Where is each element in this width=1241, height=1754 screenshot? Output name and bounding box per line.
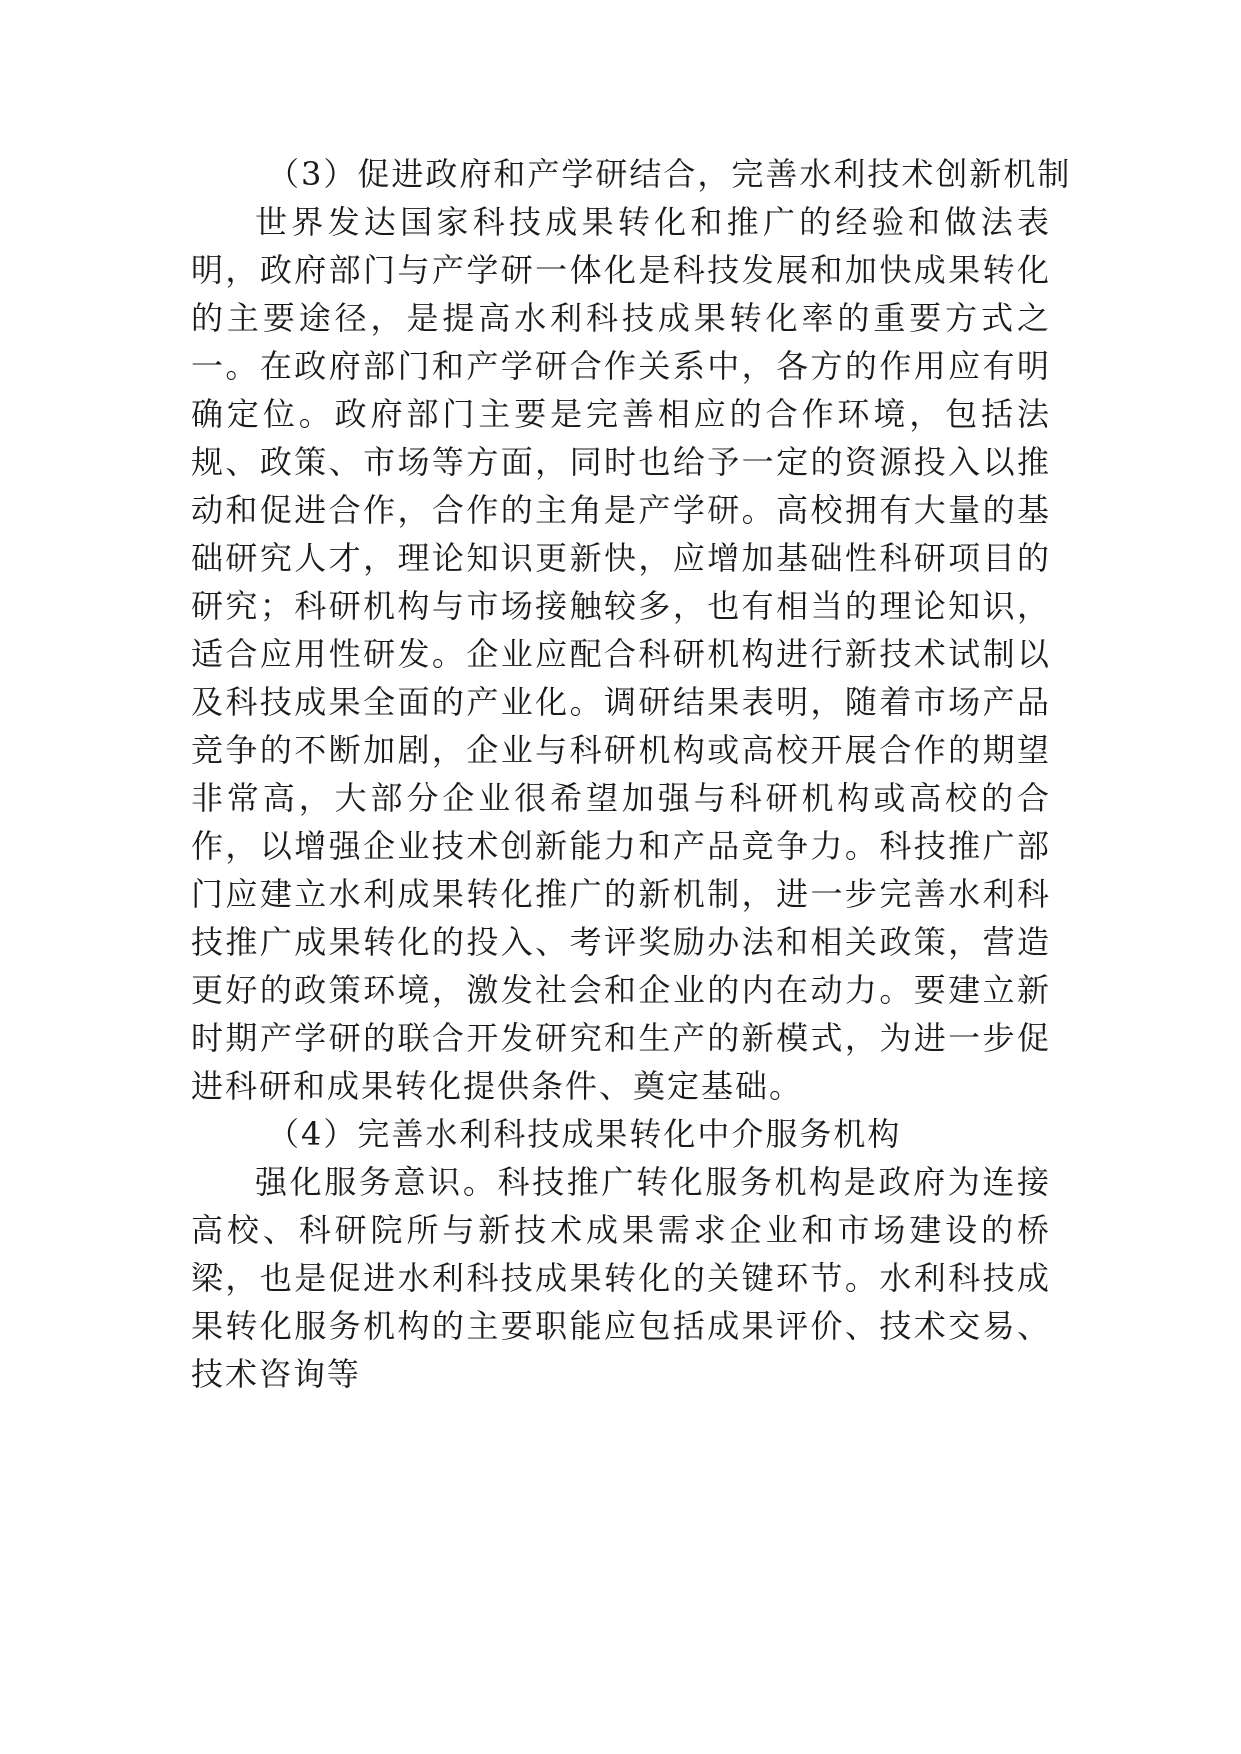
document-body [191, 150, 1072, 1398]
section-paragraph-4: 强化服务意识。科技推广转化服务机构是政府为连接高校、科研院所与新技术成果需求企业和市场建设的桥梁，也是促进水利科技成果转化的关键环节。水利科技成果转化服务机构的主要职能应包括成果评价、技术交易、技术咨询等 [191, 1163, 1051, 1393]
section-heading-4: （4）完善水利科技成果转化中介服务机构 [267, 1115, 902, 1153]
section-heading-3: （3）促进政府和产学研结合，完善水利技术创新机制 [267, 155, 1072, 193]
section-paragraph-3: 世界发达国家科技成果转化和推广的经验和做法表明，政府部门与产学研一体化是科技发展和加快成果转化的主要途径，是提高水利科技成果转化率的重要方式之一。在政府部门和产学研合作关系中，各方的作用应有明确定位。政府部门主要是完善相应的合作环境，包括法规、政策、市场等方面，同时也给予一定的资源投入以推动和促进合作，合作的主角是产学研。高校拥有大量的基础研究人才，理论知识更新快，应增加基础性科研项目的研究；科研机构与市场接触较多，也有相当的理论知识，适合应用性研发。企业应配合科研机构进行新技术试制以及科技成果全面的产业化。调研结果表明，随着市场产品竞争的不断加剧，企业与科研机构或高校开展合作的期望非常高，大部分企业很希望加强与科研机构或高校的合作，以增强企业技术创新能力和产品竞争力。科技推广部门应建立水利成果转化推广的新机制，进一步完善水利科技推广成果转化的投入、考评奖励办法和相关政策，营造更好的政策环境，激发社会和企业的内在动力。要建立新时期产学研的联合开发研究和生产的新模式，为进一步促进科研和成果转化提供条件、奠定基础。 [191, 203, 1051, 1105]
